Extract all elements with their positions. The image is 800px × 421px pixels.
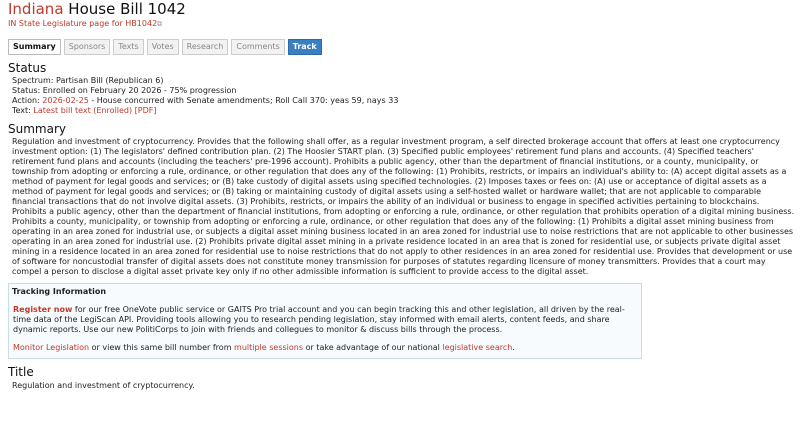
title-section bbox=[8, 366, 792, 391]
monitor-paragraph: Monitor Legislation or view this same bill number from multiple sessions or take advantage of our national legislative search. bbox=[13, 343, 515, 352]
spectrum-value: Partisan Bill (Republican 6) bbox=[56, 76, 164, 85]
text-row: Text: Latest bill text (Enrolled) [PDF] bbox=[12, 106, 157, 115]
status-row: Status: Enrolled on February 20 2026 - 75% progression bbox=[12, 86, 237, 95]
status-heading: Status bbox=[8, 61, 47, 75]
page bbox=[0, 1, 800, 391]
tab-votes[interactable]: Votes bbox=[147, 39, 179, 55]
legislative-search-link[interactable]: legislative search bbox=[442, 343, 513, 352]
multiple-sessions-link[interactable]: multiple sessions bbox=[234, 343, 304, 352]
state-legislature-link-text: IN State Legislature page for HB1042 bbox=[8, 19, 158, 28]
summary-heading: Summary bbox=[8, 122, 66, 136]
title-heading: Title bbox=[8, 365, 34, 379]
action-value: - House concurred with Senate amendments; Roll Call 370: yeas 59, nays 33 bbox=[91, 96, 399, 105]
tab-research[interactable]: Research bbox=[182, 39, 229, 55]
summary-text: Regulation and investment of cryptocurrency. Provides that the following shall offer, as a regular investment program, a self directed brokerage account that offers at least one cryptocurrency investment option: (1) The legislators' defined contribution plan. (2) The Hoosier START plan. (3) Specified public employees' retirement fund plans and accounts. (4) Specified teachers' retirement fund plans and accounts (including the teachers' pre-1996 account). Prohibits a public agency, other than the department of financial institutions, or a county, municipality, or township from adopting or enforcing a rule, ordinance, or other regulation that does any of the following: (1) Prohibits, restricts, or impairs an individual's ability to: (A) accept digital assets as a method of payment for legal goods and services; or (B) take custody of digital assets using specified technologies. (2) Imposes taxes or fees on: (A) use or acceptance of digital assets as a method of payment for legal goods and services; or (B) taking or maintaining custody of digital assets using a self-hosted wallet or hardware wallet; that are not applicable to comparable financial transactions that do not involve digital assets. (3) Prohibits, restricts, or impairs the ability of an individual or business to engage in specified activities pertaining to blockchains. Prohibits a public agency, other than the department of financial institutions, from adopting or enforcing a rule, ordinance, or other regulation that prohibits operation of a digital mining business. Prohibits a county, municipality, or township from adopting or enforcing a rule, ordinance, or other regulation that does any of the following: (1) Prohibits a digital asset mining business from operating in an area zoned for industrial use, or subjects a digital asset mining business located in an area zoned for industrial use to noise restrictions that are not applicable to other businesses operating in an area zoned for industrial use. (2) Prohibits private digital asset mining in a private residence located in an area that is zoned for residential use, or subjects private digital asset mining in a residence located in an area zoned for residential use to noise restrictions that do not apply to other residences in an area zoned for residential use. Provides that development or use of software for noncustodial transfer of digital assets does not constitute money transmission for purposes of statutes regarding licensure of money transmitters. Provides that a court may compel a person to disclose a digital asset private key only if no other admissible information is sufficient to provide access to the digital asset. bbox=[12, 137, 795, 276]
tab-comments[interactable]: Comments bbox=[231, 39, 284, 55]
action-row: Action: 2026-02-25 - House concurred with Senate amendments; Roll Call 370: yeas 59, nays 33 bbox=[12, 96, 399, 105]
spectrum-row: Spectrum: Partisan Bill (Republican 6) bbox=[12, 76, 164, 85]
tab-summary[interactable]: Summary bbox=[8, 39, 61, 55]
track-button[interactable]: Track bbox=[288, 39, 322, 55]
title-text: Regulation and investment of cryptocurrency. bbox=[12, 381, 195, 390]
latest-bill-text-link[interactable]: Latest bill text (Enrolled) [PDF] bbox=[33, 106, 157, 115]
state-name: Indiana bbox=[8, 0, 64, 18]
status-section bbox=[8, 62, 792, 116]
tab-texts[interactable]: Texts bbox=[113, 39, 143, 55]
state-legislature-link[interactable] bbox=[8, 19, 162, 29]
tab-bar bbox=[8, 39, 792, 55]
tab-sponsors[interactable]: Sponsors bbox=[64, 39, 111, 55]
external-link-icon: ⧉ bbox=[157, 20, 163, 28]
tracking-info-box bbox=[8, 283, 642, 359]
tracking-paragraph: Register now for our free OneVote public service or GAITS Pro trial account and you can begin tracking this and other legislation, all driven by the real-time data of the LegiScan API. Providing tools allowing you to research pending legislation, stay informed with email alerts, content feeds, and share dynamic reports. Use our new PolitiCorps to join with friends and collegues to monitor & discuss bills through the process. bbox=[13, 305, 625, 334]
summary-section bbox=[8, 122, 795, 277]
status-value: Enrolled on February 20 2026 - 75% progression bbox=[42, 86, 237, 95]
action-date-link[interactable]: 2026-02-25 bbox=[42, 96, 89, 105]
bill-number: House Bill 1042 bbox=[68, 0, 186, 18]
page-title bbox=[8, 1, 792, 18]
register-now-link[interactable]: Register now bbox=[13, 305, 73, 314]
monitor-legislation-link[interactable]: Monitor Legislation bbox=[13, 343, 90, 352]
tracking-heading: Tracking Information bbox=[12, 287, 107, 296]
